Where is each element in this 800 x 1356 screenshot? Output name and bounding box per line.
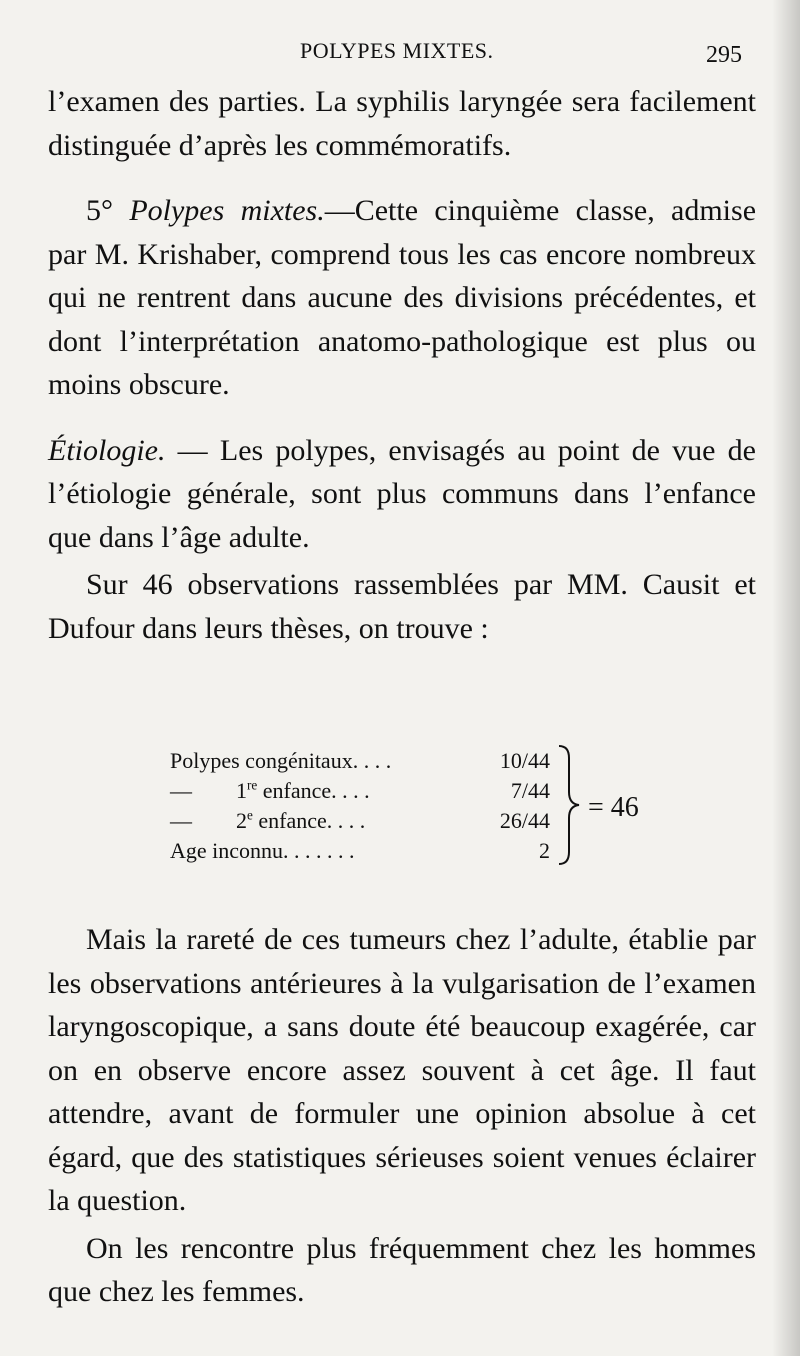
paragraph-5: Mais la rareté de ces tumeurs chez l’adulte, établie par les observations antérieures à la vulgarisation de l’examen laryngoscopique, a sans doute été beaucoup exagérée, car on en observe encore assez souvent à cet âge. Il faut attendre, avant de formuler une opinion absolue à cet égard, que des statistiques sérieuses soient venues éclairer la question.	[48, 923, 756, 1217]
stat-label-sup: e	[247, 807, 253, 823]
stat-label: Polypes congénitaux. . . .	[170, 748, 392, 773]
page-number: 295	[706, 42, 742, 68]
stat-label-dash: — 1	[170, 778, 247, 803]
stat-value: 10/44	[499, 748, 550, 773]
body-text-lower	[48, 918, 756, 1314]
stat-value: 2	[539, 838, 550, 863]
stat-label-tail: enfance. . . .	[252, 808, 366, 833]
stat-row-second-childhood	[170, 808, 550, 838]
stat-value: 7/44	[510, 778, 550, 803]
stat-value: 26/44	[499, 808, 550, 833]
body-text	[48, 80, 756, 650]
running-head	[0, 38, 800, 74]
page-edge-shadow	[772, 0, 800, 1356]
stat-label	[170, 778, 370, 804]
stat-label-tail: enfance. . . .	[257, 778, 370, 803]
paragraph-etiologie	[48, 429, 756, 560]
paragraph-3-text: — Les polypes, envisagés au point de vue de l’étiologie générale, sont plus communs dans l’enfance que dans l’âge adulte.	[48, 433, 756, 554]
stat-row-first-childhood	[170, 778, 550, 808]
section-number: 5°	[86, 194, 130, 227]
paragraph-2-text: —Cette cinquième classe, admise par M. Krishaber, comprend tous les cas encore nombreux qui ne rentrent dans aucune des divisions précédentes, et dont l’interprétation anatomo-pathologique est plus ou moins obscure.	[48, 194, 757, 401]
stat-label: Age inconnu. . . . . . .	[170, 838, 355, 863]
right-brace-icon	[555, 744, 585, 866]
paragraph-4: Sur 46 observations rassemblées par MM. Causit et Dufour dans leurs thèses, on trouve :	[48, 568, 756, 645]
stat-total: = 46	[588, 792, 639, 823]
stat-label-dash: — 2	[170, 808, 247, 833]
paragraph-polypes-mixtes	[48, 189, 756, 407]
stat-row-age-unknown	[170, 838, 550, 868]
section-heading-polypes-mixtes: Polypes mixtes.	[129, 194, 325, 227]
stat-label-sup: re	[247, 777, 258, 793]
stat-label	[170, 808, 365, 834]
running-title: POLYPES MIXTES.	[300, 38, 494, 63]
statistics-table	[170, 748, 650, 878]
paragraph-6: On les rencontre plus fréquemment chez les hommes que chez les femmes.	[48, 1231, 756, 1308]
stat-row-congenital	[170, 748, 550, 778]
paragraph-1: l’examen des parties. La syphilis laryngée sera facilement distinguée d’après les commémoratifs.	[48, 85, 756, 162]
section-heading-etiologie: Étiologie.	[48, 433, 166, 467]
